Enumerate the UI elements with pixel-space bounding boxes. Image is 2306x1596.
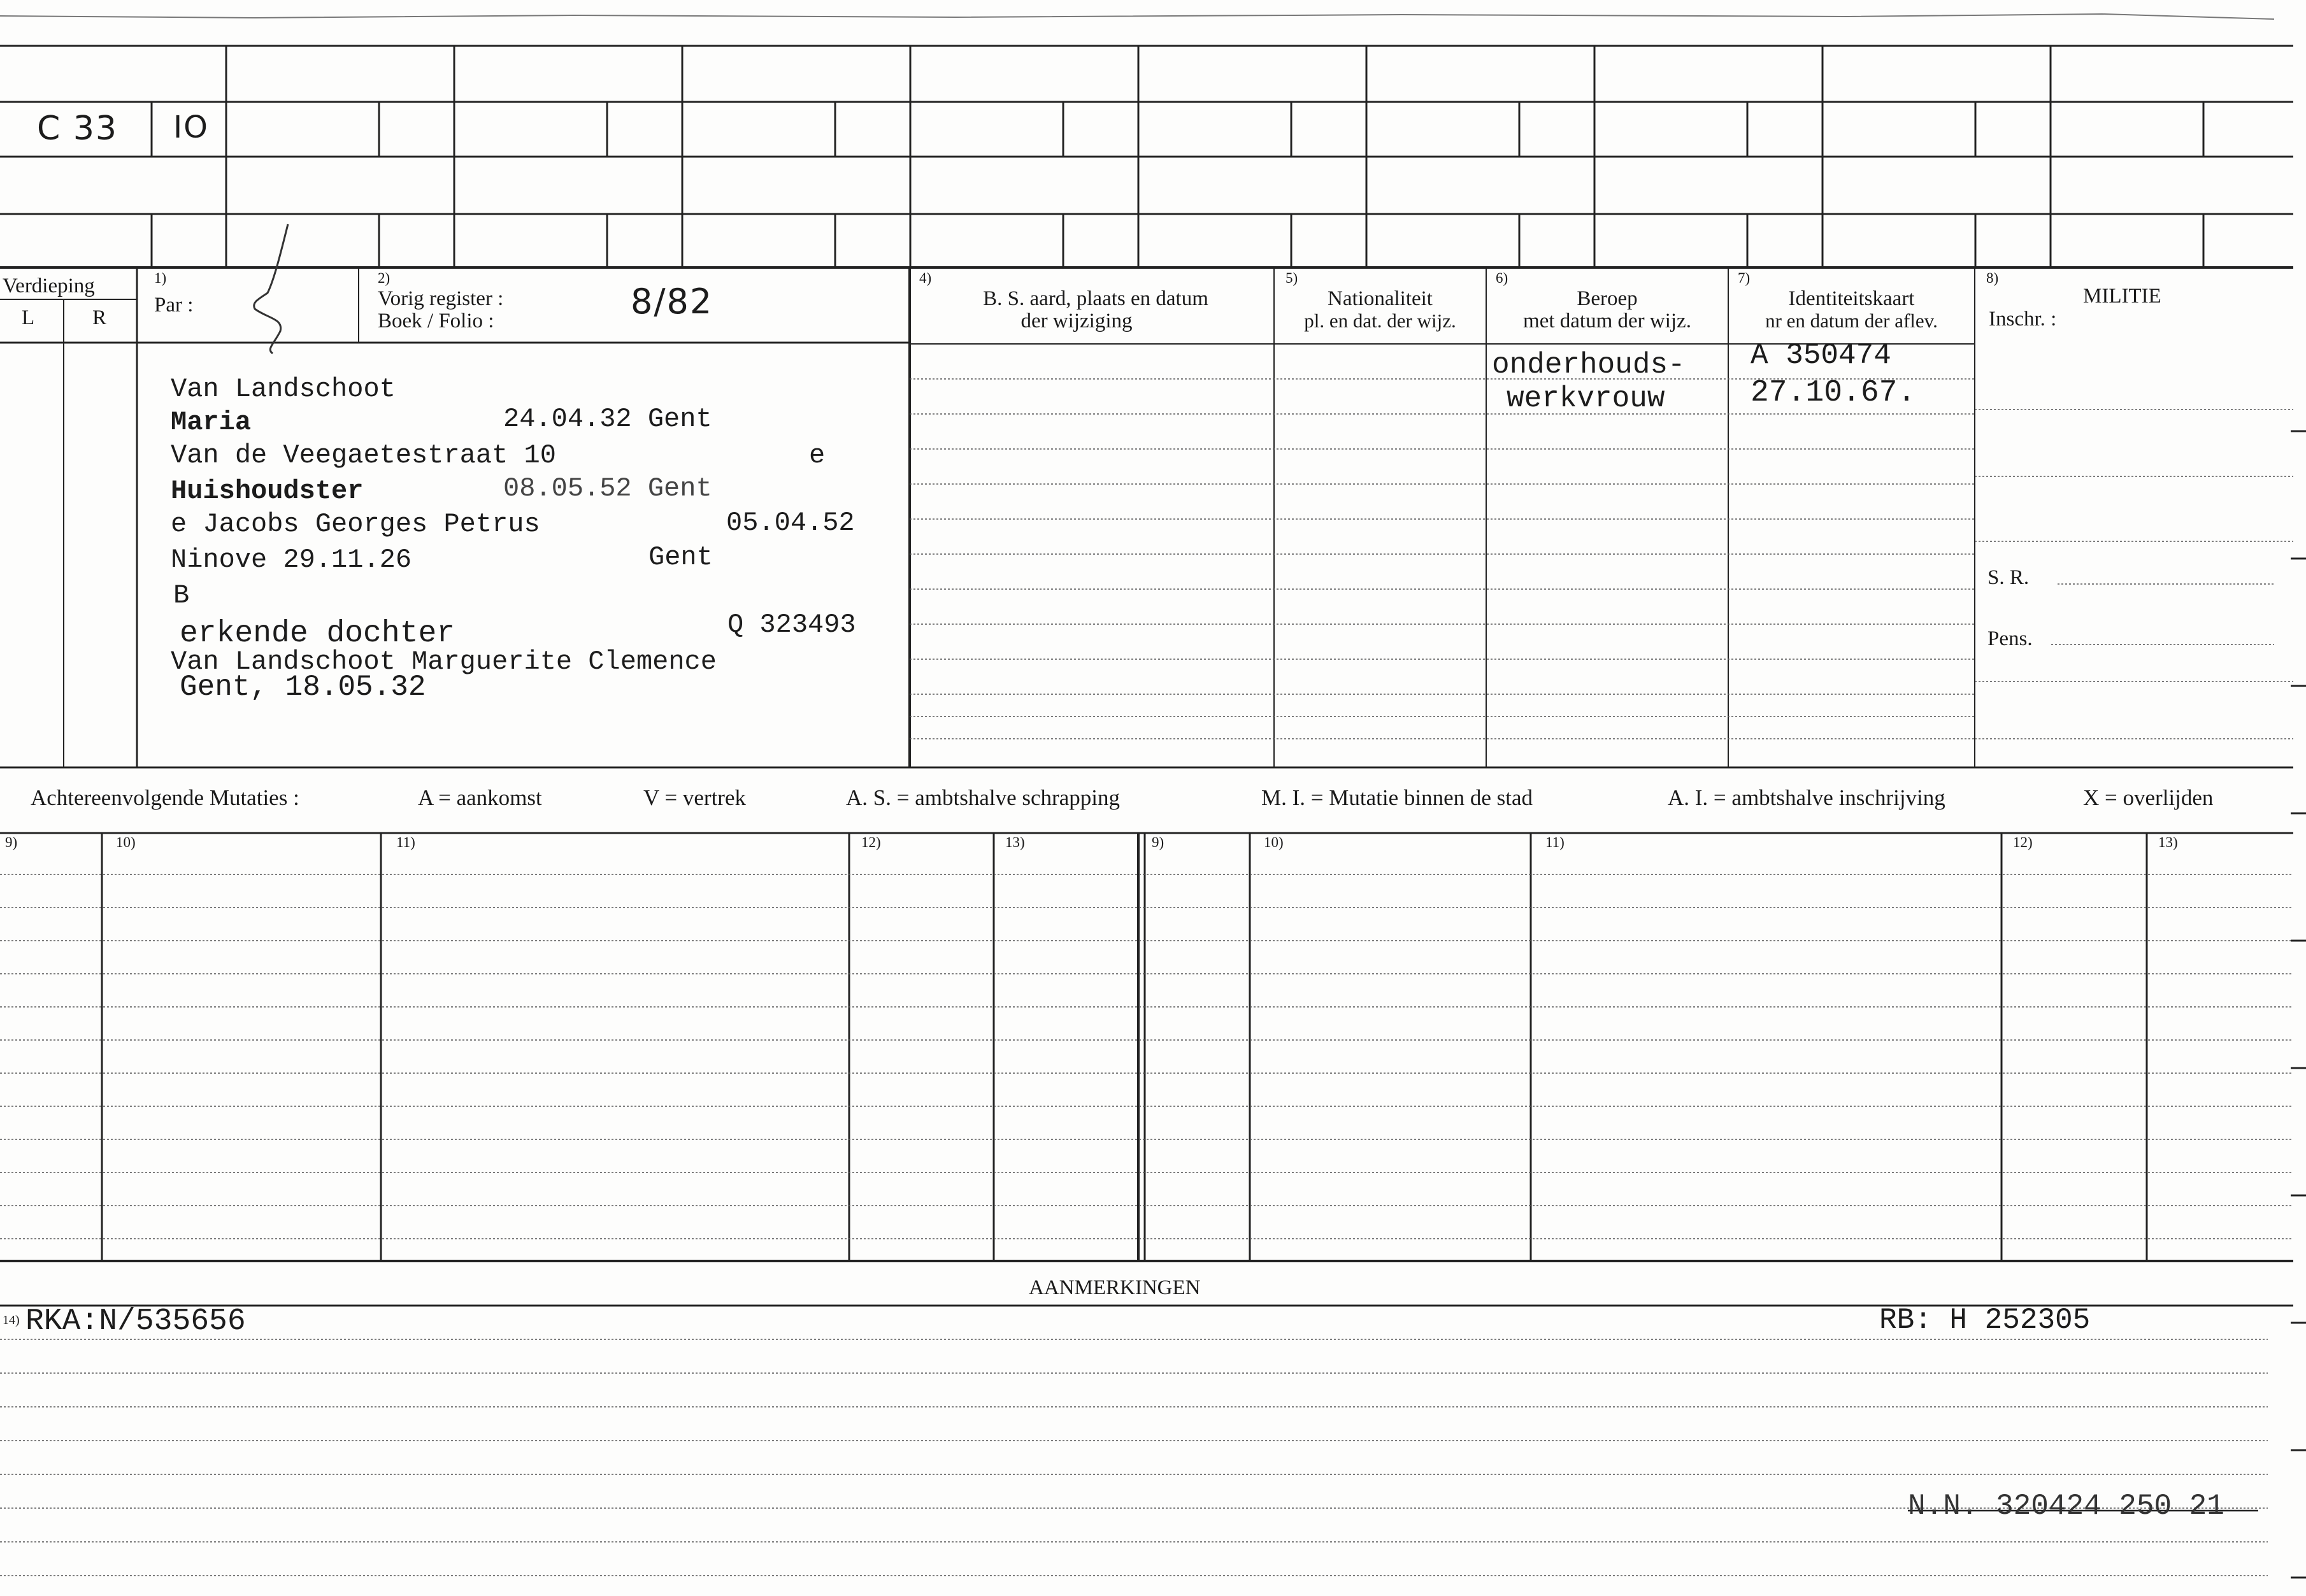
legend-overlijden: X = overlijden: [2083, 785, 2214, 810]
mut-col-10-right: 10): [1264, 834, 1284, 850]
militie-header: MILITIE: [2083, 285, 2161, 308]
identity-card-number: A 350474: [1751, 339, 1891, 372]
rka-number: RKA:N/535656: [25, 1304, 246, 1339]
nationality-header-line2: pl. en dat. der wijz.: [1304, 310, 1456, 332]
rb-number: RB: H 252305: [1879, 1304, 2091, 1337]
vorig-number: 2): [378, 270, 390, 286]
mut-col-12-left: 12): [861, 834, 881, 850]
vorig-register-label: Vorig register :: [378, 287, 504, 310]
identity-card-date: 27.10.67.: [1751, 376, 1916, 410]
occupation-date: 08.05.52 Gent: [503, 473, 712, 504]
mut-col-10-left: 10): [116, 834, 136, 850]
nationality-number: 5): [1285, 270, 1298, 286]
legend-aankomst: A = aankomst: [418, 785, 542, 810]
identity-header-line1: Identiteitskaart: [1788, 287, 1915, 310]
mut-col-9-left: 9): [5, 834, 18, 850]
child-reference: Q 323493: [727, 609, 856, 640]
given-name: Maria: [171, 407, 252, 438]
address: Van de Veegaetestraat 10: [171, 440, 556, 471]
mark-b: B: [173, 580, 190, 611]
pens-label: Pens.: [1987, 627, 2033, 650]
child-relation: erkende dochter: [180, 616, 455, 651]
remarks-number: 14): [3, 1313, 20, 1327]
legend-vertrek: V = vertrek: [643, 785, 746, 810]
mut-col-11-right: 11): [1545, 834, 1565, 850]
spouse-place: Gent: [648, 542, 713, 573]
child-birth: Gent, 18.05.32: [180, 671, 426, 704]
verdieping-label: Verdieping: [3, 274, 95, 297]
mut-col-13-right: 13): [2158, 834, 2178, 850]
surname: Van Landschoot: [171, 374, 396, 404]
bs-number: 4): [919, 270, 932, 286]
mut-col-13-left: 13): [1005, 834, 1025, 850]
sr-label: S. R.: [1987, 566, 2030, 589]
national-number: N.N. 320424 250 21: [1908, 1490, 2224, 1523]
beroep-header-line2: met datum der wijz.: [1523, 310, 1691, 332]
birth-date-place: 24.04.32 Gent: [503, 404, 712, 434]
par-label: Par :: [154, 294, 194, 317]
legend-mutatie-binnen-stad: M. I. = Mutatie binnen de stad: [1261, 785, 1533, 810]
marriage-date: 05.04.52: [726, 508, 855, 538]
par-number: 1): [154, 270, 167, 286]
identity-number-label: 7): [1738, 270, 1751, 286]
floor-right-label: R: [92, 306, 107, 329]
beroep-number: 6): [1496, 270, 1508, 286]
child-name: Van Landschoot Marguerite Clemence: [171, 646, 717, 677]
legend-ambtshalve-inschrijving: A. I. = ambtshalve inschrijving: [1668, 785, 1945, 810]
mut-col-9-right: 9): [1152, 834, 1164, 850]
bs-header-line2: der wijziging: [1021, 310, 1133, 332]
card-number: IO: [173, 110, 209, 145]
boek-folio-label: Boek / Folio :: [378, 310, 494, 332]
beroep-header-line1: Beroep: [1577, 287, 1638, 310]
floor-left-label: L: [22, 306, 35, 329]
beroep-line2: werkvrouw: [1507, 382, 1665, 415]
nationality-header-line1: Nationaliteit: [1328, 287, 1433, 310]
inschr-label: Inschr. :: [1989, 308, 2057, 331]
remarks-title: AANMERKINGEN: [1029, 1276, 1201, 1299]
address-mark: e: [809, 440, 826, 471]
beroep-line1: onderhouds-: [1492, 348, 1686, 381]
mut-col-12-right: 12): [2013, 834, 2033, 850]
mutations-title: Achtereenvolgende Mutaties :: [31, 785, 299, 810]
spouse-name: e Jacobs Georges Petrus: [171, 509, 540, 539]
militie-number: 8): [1986, 270, 1999, 286]
spouse-birth: Ninove 29.11.26: [171, 545, 412, 575]
card-code: C 33: [37, 110, 118, 148]
mut-col-11-left: 11): [396, 834, 415, 850]
register-value: 8/82: [631, 281, 713, 322]
bs-header-line1: B. S. aard, plaats en datum: [983, 287, 1208, 310]
legend-ambtshalve-schrapping: A. S. = ambtshalve schrapping: [846, 785, 1120, 810]
identity-header-line2: nr en datum der aflev.: [1765, 310, 1938, 332]
occupation: Huishoudster: [171, 476, 364, 506]
